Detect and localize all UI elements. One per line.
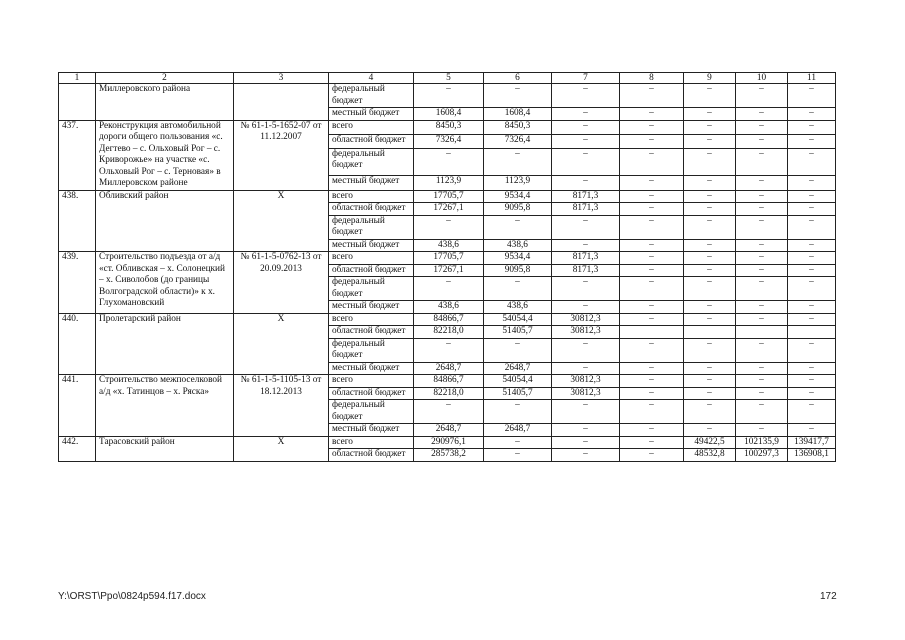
amount-cell: –	[620, 134, 684, 148]
amount-cell: 8450,3	[414, 120, 484, 134]
amount-cell: 17267,1	[414, 203, 484, 216]
amount-cell: –	[620, 190, 684, 203]
amount-cell: –	[788, 400, 836, 424]
amount-cell: –	[552, 301, 620, 314]
amount-cell: –	[484, 215, 552, 239]
object-name: Миллеровского района	[96, 84, 234, 121]
row-number: 441.	[59, 375, 96, 437]
amount-cell: –	[620, 148, 684, 175]
header-cell: 5	[414, 73, 484, 84]
funding-source: всего	[329, 375, 414, 388]
amount-cell: 8171,3	[552, 264, 620, 277]
amount-cell: 17267,1	[414, 264, 484, 277]
amount-cell: –	[736, 375, 788, 388]
amount-cell: –	[684, 387, 736, 400]
amount-cell	[620, 326, 684, 339]
header-cell: 7	[552, 73, 620, 84]
amount-cell: –	[684, 252, 736, 265]
funding-source: федеральный бюджет	[329, 338, 414, 362]
table-row	[59, 84, 836, 108]
funding-source: федеральный бюджет	[329, 84, 414, 108]
document-path: Y:\ORST\Ppo\0824p594.f17.docx	[58, 591, 206, 602]
funding-source: областной бюджет	[329, 449, 414, 462]
funding-source: всего	[329, 252, 414, 265]
funding-source: областной бюджет	[329, 387, 414, 400]
amount-cell: –	[484, 148, 552, 175]
amount-cell: –	[736, 400, 788, 424]
amount-cell: 8171,3	[552, 252, 620, 265]
amount-cell: 1123,9	[414, 176, 484, 190]
amount-cell: 102135,9	[736, 436, 788, 449]
object-name: Реконструкция автомобильной дороги общего пользования «с. Дегтево – с. Ольховый Рог – с. Криворожье» на участке «с. Ольховый Рог – с. Терновая» в Миллеровском районе	[96, 120, 234, 190]
amount-cell: –	[736, 120, 788, 134]
amount-cell: –	[484, 449, 552, 462]
amount-cell: –	[620, 449, 684, 462]
amount-cell: –	[788, 387, 836, 400]
amount-cell: –	[684, 134, 736, 148]
amount-cell: –	[684, 264, 736, 277]
amount-cell: –	[736, 134, 788, 148]
amount-cell: 2648,7	[414, 362, 484, 375]
amount-cell: 17705,7	[414, 190, 484, 203]
amount-cell: –	[684, 190, 736, 203]
amount-cell: –	[788, 301, 836, 314]
amount-cell: –	[414, 277, 484, 301]
amount-cell: 51405,7	[484, 387, 552, 400]
amount-cell: 84866,7	[414, 375, 484, 388]
amount-cell: 100297,3	[736, 449, 788, 462]
header-cell: 8	[620, 73, 684, 84]
amount-cell: –	[736, 301, 788, 314]
amount-cell: 136908,1	[788, 449, 836, 462]
header-cell: 6	[484, 73, 552, 84]
amount-cell: 7326,4	[484, 134, 552, 148]
amount-cell: 1608,4	[484, 108, 552, 121]
document-number: Х	[234, 436, 329, 461]
amount-cell: –	[552, 362, 620, 375]
amount-cell: –	[684, 148, 736, 175]
amount-cell: –	[620, 436, 684, 449]
amount-cell: –	[620, 108, 684, 121]
amount-cell: –	[684, 375, 736, 388]
page-number: 172	[820, 591, 837, 602]
amount-cell: –	[684, 108, 736, 121]
header-cell: 10	[736, 73, 788, 84]
object-name: Тарасовский район	[96, 436, 234, 461]
amount-cell: –	[788, 313, 836, 326]
amount-cell: –	[552, 120, 620, 134]
amount-cell: 8171,3	[552, 203, 620, 216]
amount-cell: 7326,4	[414, 134, 484, 148]
document-number: № 61-1-5-1105-13 от 18.12.2013	[234, 375, 329, 437]
amount-cell: –	[788, 424, 836, 437]
amount-cell: –	[736, 239, 788, 252]
amount-cell: –	[684, 176, 736, 190]
amount-cell: 290976,1	[414, 436, 484, 449]
amount-cell: –	[684, 277, 736, 301]
amount-cell: –	[684, 400, 736, 424]
amount-cell: –	[788, 203, 836, 216]
amount-cell: –	[788, 120, 836, 134]
funding-source: федеральный бюджет	[329, 148, 414, 175]
amount-cell: –	[788, 148, 836, 175]
amount-cell: –	[414, 400, 484, 424]
funding-source: всего	[329, 313, 414, 326]
document-number: Х	[234, 313, 329, 375]
amount-cell: –	[620, 277, 684, 301]
amount-cell: –	[684, 362, 736, 375]
row-number: 442.	[59, 436, 96, 461]
amount-cell: –	[552, 449, 620, 462]
amount-cell: 2648,7	[414, 424, 484, 437]
header-row	[59, 73, 836, 84]
funding-source: областной бюджет	[329, 326, 414, 339]
amount-cell: 30812,3	[552, 326, 620, 339]
amount-cell: –	[788, 176, 836, 190]
header-cell: 2	[96, 73, 234, 84]
amount-cell: 82218,0	[414, 326, 484, 339]
amount-cell: –	[620, 239, 684, 252]
funding-source: местный бюджет	[329, 301, 414, 314]
table-row	[59, 120, 836, 134]
funding-source: федеральный бюджет	[329, 400, 414, 424]
amount-cell: –	[736, 338, 788, 362]
row-number: 439.	[59, 252, 96, 314]
amount-cell: –	[552, 84, 620, 108]
header-cell: 3	[234, 73, 329, 84]
amount-cell: 1123,9	[484, 176, 552, 190]
amount-cell: –	[736, 203, 788, 216]
amount-cell: 1608,4	[414, 108, 484, 121]
table-row	[59, 252, 836, 265]
object-name: Обливский район	[96, 190, 234, 252]
amount-cell: –	[620, 313, 684, 326]
amount-cell: –	[414, 338, 484, 362]
funding-source: местный бюджет	[329, 239, 414, 252]
funding-source: областной бюджет	[329, 264, 414, 277]
amount-cell: –	[620, 84, 684, 108]
amount-cell: –	[620, 338, 684, 362]
amount-cell: –	[736, 252, 788, 265]
funding-source: местный бюджет	[329, 108, 414, 121]
amount-cell: 17705,7	[414, 252, 484, 265]
amount-cell: –	[736, 264, 788, 277]
amount-cell: 2648,7	[484, 362, 552, 375]
header-cell: 11	[788, 73, 836, 84]
amount-cell: 30812,3	[552, 313, 620, 326]
amount-cell: –	[414, 148, 484, 175]
funding-source: областной бюджет	[329, 134, 414, 148]
amount-cell: 8171,3	[552, 190, 620, 203]
amount-cell: –	[484, 400, 552, 424]
amount-cell: 9095,8	[484, 203, 552, 216]
funding-source: федеральный бюджет	[329, 277, 414, 301]
row-number: 440.	[59, 313, 96, 375]
header-cell: 4	[329, 73, 414, 84]
amount-cell: –	[620, 400, 684, 424]
row-number: 438.	[59, 190, 96, 252]
amount-cell: 30812,3	[552, 387, 620, 400]
amount-cell: –	[484, 338, 552, 362]
amount-cell: 54054,4	[484, 313, 552, 326]
amount-cell: –	[736, 362, 788, 375]
amount-cell: –	[788, 375, 836, 388]
amount-cell: 8450,3	[484, 120, 552, 134]
document-number: Х	[234, 190, 329, 252]
amount-cell: –	[552, 436, 620, 449]
amount-cell: –	[684, 120, 736, 134]
funding-source: всего	[329, 436, 414, 449]
amount-cell: –	[620, 362, 684, 375]
amount-cell: 285738,2	[414, 449, 484, 462]
funding-source: местный бюджет	[329, 424, 414, 437]
document-number	[234, 84, 329, 121]
amount-cell: 139417,7	[788, 436, 836, 449]
object-name: Пролетарский район	[96, 313, 234, 375]
amount-cell: –	[620, 264, 684, 277]
amount-cell: 9534,4	[484, 190, 552, 203]
amount-cell: 9534,4	[484, 252, 552, 265]
amount-cell: –	[736, 108, 788, 121]
amount-cell: 438,6	[414, 239, 484, 252]
amount-cell: 84866,7	[414, 313, 484, 326]
document-number: № 61-1-5-1652-07 от 11.12.2007	[234, 120, 329, 190]
amount-cell: –	[736, 424, 788, 437]
amount-cell: –	[788, 134, 836, 148]
amount-cell: –	[484, 436, 552, 449]
amount-cell: –	[788, 190, 836, 203]
amount-cell: 51405,7	[484, 326, 552, 339]
table-row	[59, 190, 836, 203]
amount-cell: –	[736, 387, 788, 400]
amount-cell: 48532,8	[684, 449, 736, 462]
amount-cell: –	[620, 176, 684, 190]
amount-cell: 438,6	[414, 301, 484, 314]
amount-cell: –	[684, 203, 736, 216]
amount-cell: –	[736, 176, 788, 190]
row-number: 437.	[59, 120, 96, 190]
amount-cell: –	[736, 190, 788, 203]
amount-cell: –	[620, 387, 684, 400]
amount-cell	[788, 326, 836, 339]
amount-cell: –	[736, 215, 788, 239]
table-row	[59, 313, 836, 326]
amount-cell: –	[552, 400, 620, 424]
amount-cell: –	[684, 215, 736, 239]
table-row	[59, 436, 836, 449]
amount-cell: –	[736, 277, 788, 301]
amount-cell: –	[788, 239, 836, 252]
amount-cell: –	[620, 120, 684, 134]
amount-cell: –	[684, 313, 736, 326]
amount-cell: –	[788, 84, 836, 108]
amount-cell: –	[788, 215, 836, 239]
amount-cell: –	[484, 277, 552, 301]
funding-source: местный бюджет	[329, 362, 414, 375]
funding-source: федеральный бюджет	[329, 215, 414, 239]
amount-cell: 2648,7	[484, 424, 552, 437]
amount-cell: –	[684, 239, 736, 252]
amount-cell: –	[414, 84, 484, 108]
amount-cell: 438,6	[484, 301, 552, 314]
amount-cell: –	[788, 264, 836, 277]
object-name: Строительство межпоселковой а/д «х. Татинцов – х. Ряска»	[96, 375, 234, 437]
amount-cell: –	[552, 176, 620, 190]
amount-cell: –	[736, 313, 788, 326]
budget-table	[58, 72, 836, 462]
amount-cell: 49422,5	[684, 436, 736, 449]
row-number	[59, 84, 96, 121]
header-cell: 9	[684, 73, 736, 84]
document-number: № 61-1-5-0762-13 от 20.09.2013	[234, 252, 329, 314]
amount-cell: 54054,4	[484, 375, 552, 388]
amount-cell: –	[620, 301, 684, 314]
amount-cell: 9095,8	[484, 264, 552, 277]
amount-cell: –	[684, 84, 736, 108]
amount-cell: –	[552, 134, 620, 148]
amount-cell: –	[736, 148, 788, 175]
amount-cell: –	[620, 203, 684, 216]
amount-cell: –	[620, 375, 684, 388]
amount-cell: –	[552, 424, 620, 437]
funding-source: местный бюджет	[329, 176, 414, 190]
amount-cell: –	[620, 424, 684, 437]
funding-source: всего	[329, 120, 414, 134]
amount-cell: –	[552, 215, 620, 239]
amount-cell: –	[684, 424, 736, 437]
header-cell: 1	[59, 73, 96, 84]
amount-cell: –	[620, 215, 684, 239]
amount-cell: –	[484, 84, 552, 108]
amount-cell: –	[552, 277, 620, 301]
amount-cell	[684, 326, 736, 339]
amount-cell: –	[620, 252, 684, 265]
amount-cell: –	[552, 148, 620, 175]
amount-cell: 30812,3	[552, 375, 620, 388]
amount-cell: –	[788, 108, 836, 121]
funding-source: всего	[329, 190, 414, 203]
amount-cell: –	[684, 338, 736, 362]
amount-cell: –	[788, 338, 836, 362]
amount-cell: –	[788, 362, 836, 375]
amount-cell: –	[788, 252, 836, 265]
amount-cell: –	[788, 277, 836, 301]
amount-cell: –	[736, 84, 788, 108]
amount-cell: –	[552, 338, 620, 362]
amount-cell: –	[552, 108, 620, 121]
funding-source: областной бюджет	[329, 203, 414, 216]
amount-cell: –	[684, 301, 736, 314]
object-name: Строительство подъезда от а/д «ст. Обливская – х. Солонецкий – х. Сиволобов (до границы Волгоградской области)» к х. Глухомановский	[96, 252, 234, 314]
amount-cell: 438,6	[484, 239, 552, 252]
amount-cell: 82218,0	[414, 387, 484, 400]
amount-cell: –	[552, 239, 620, 252]
amount-cell: –	[414, 215, 484, 239]
amount-cell	[736, 326, 788, 339]
table-row	[59, 375, 836, 388]
